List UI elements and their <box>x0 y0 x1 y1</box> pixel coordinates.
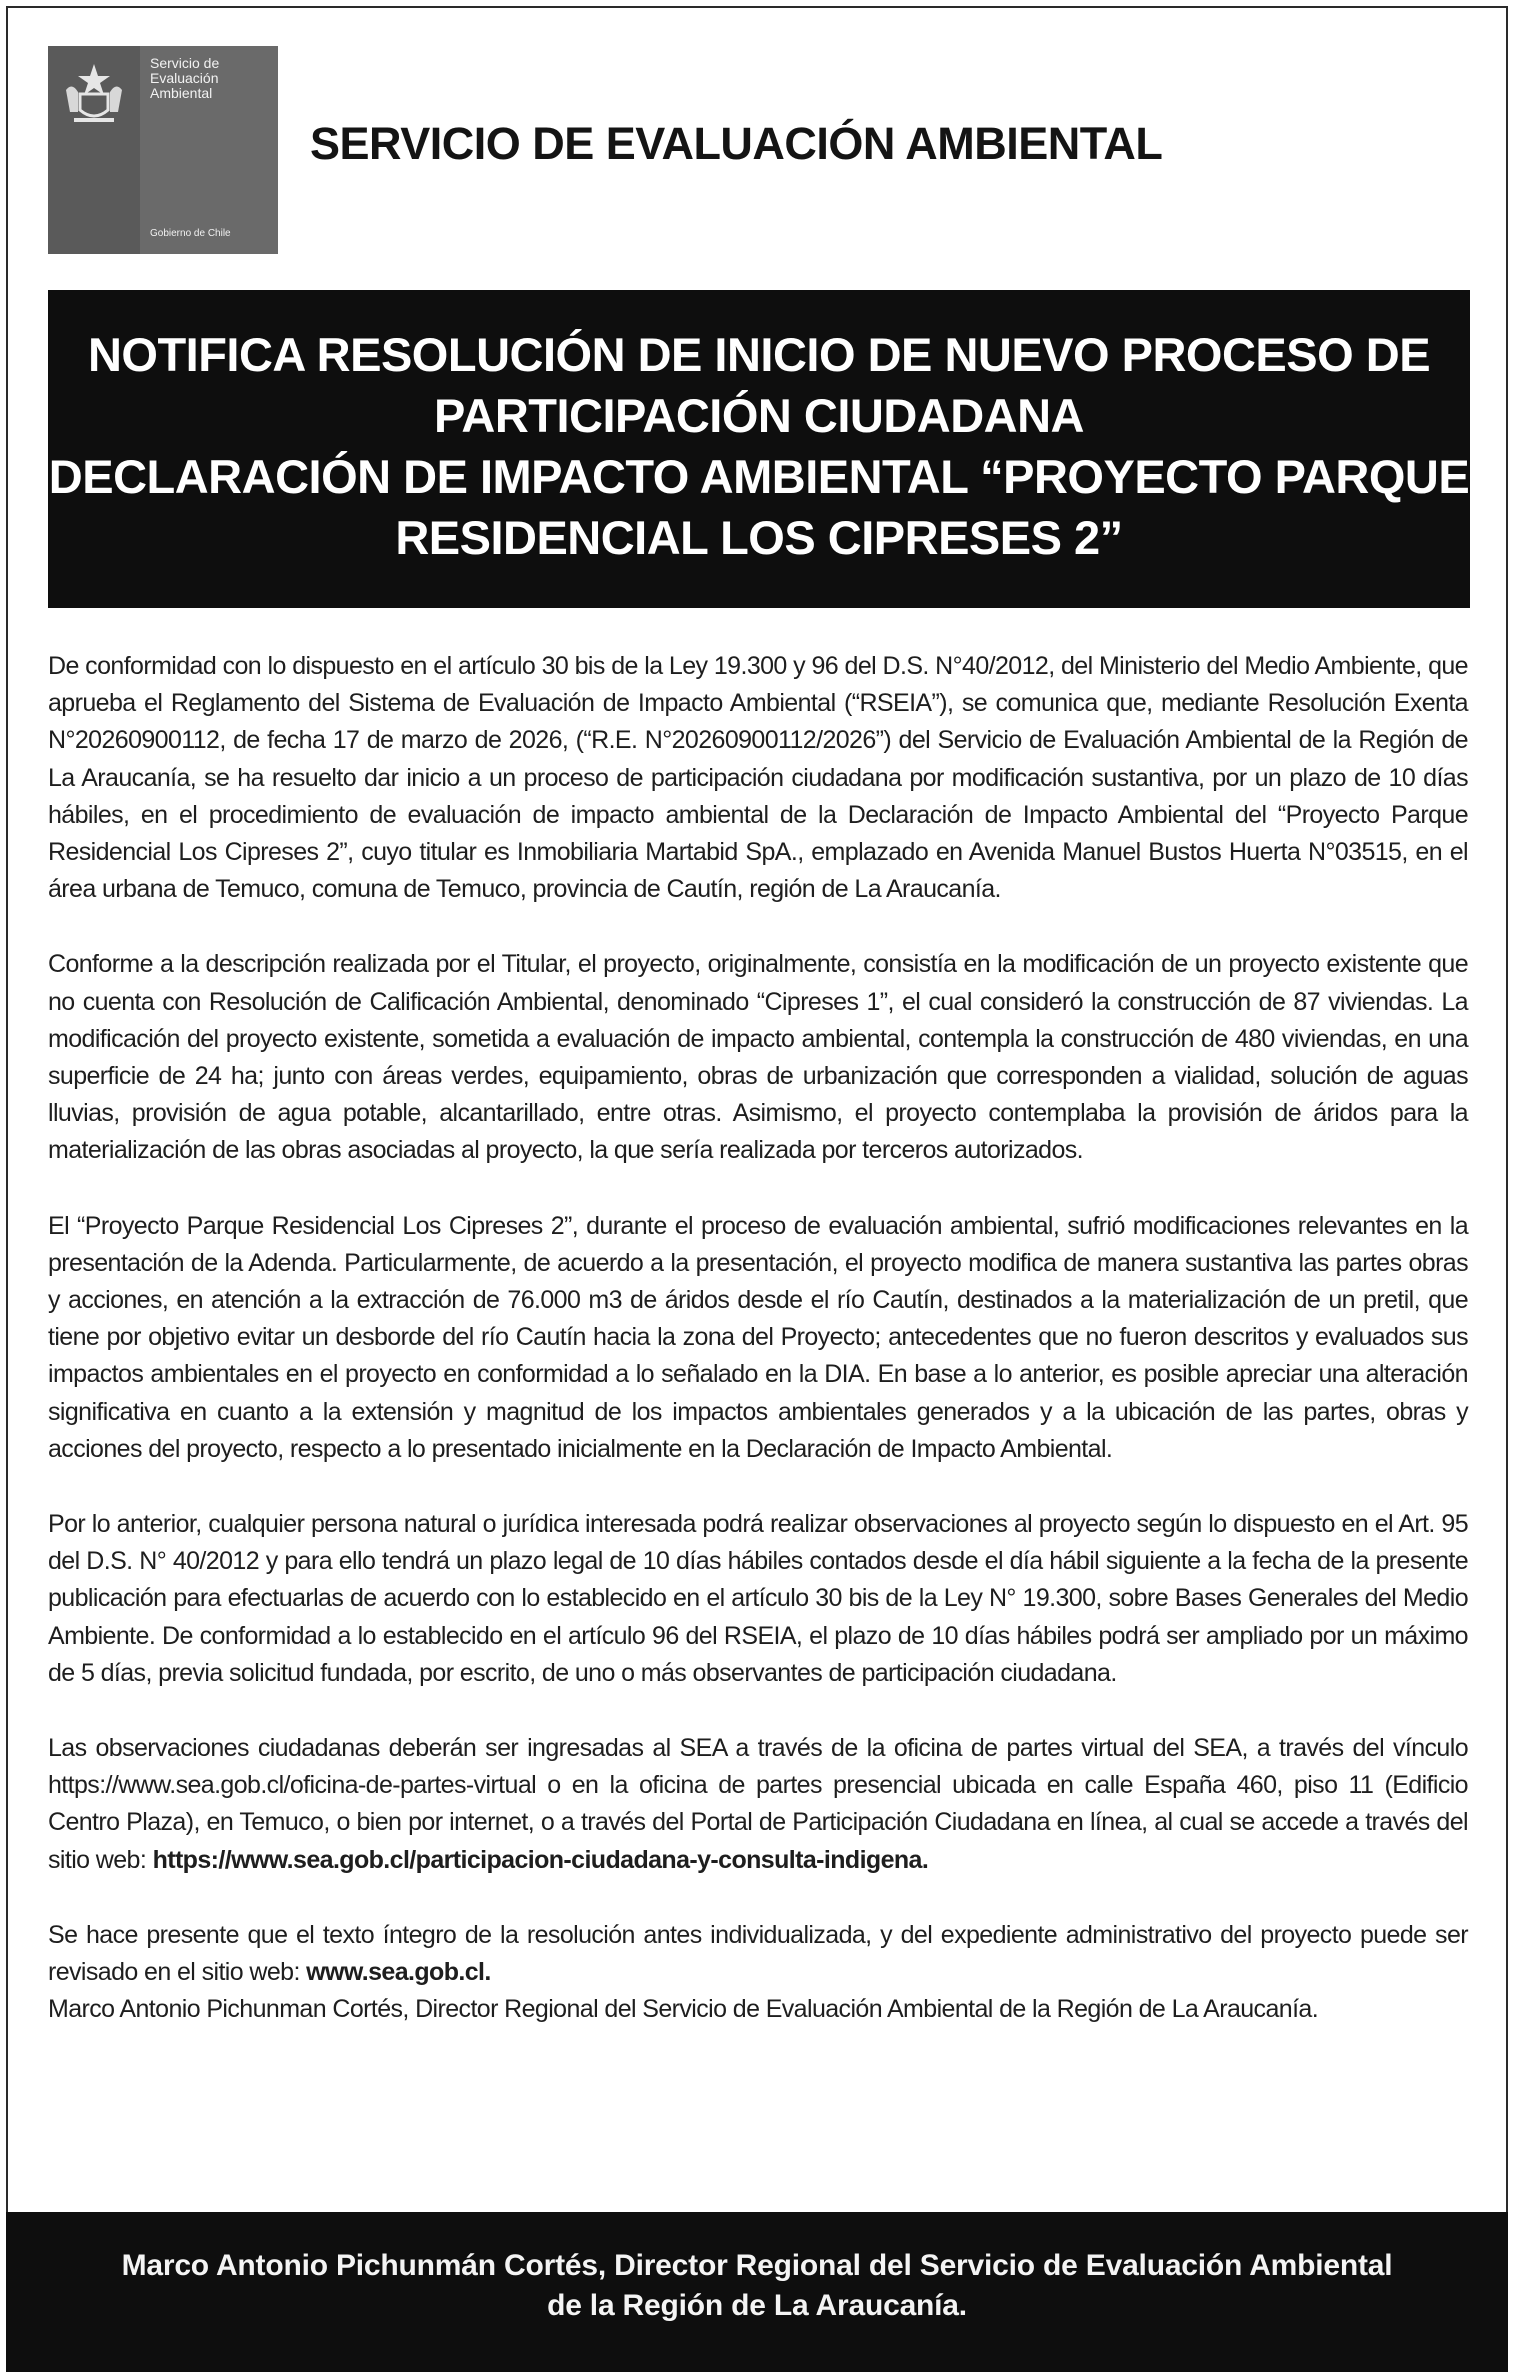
sea-website-link[interactable]: www.sea.gob.cl. <box>306 1958 491 1987</box>
paragraph-full-text <box>48 1917 1468 2029</box>
title-line-3: DECLARACIÓN DE IMPACTO AMBIENTAL “PROYECTO PARQUE <box>48 450 1470 503</box>
signature-footer <box>6 2212 1508 2372</box>
sea-logo <box>48 46 278 254</box>
logo-line-3: Ambiental <box>150 85 213 101</box>
title-line-4: RESIDENCIAL LOS CIPRESES 2” <box>395 511 1123 564</box>
notice-title-box <box>48 290 1470 608</box>
title-line-1: NOTIFICA RESOLUCIÓN DE INICIO DE NUEVO PROCESO DE <box>87 328 1431 381</box>
title-line-2: PARTICIPACIÓN CIUDADANA <box>434 389 1084 442</box>
logo-wordmark <box>150 56 272 101</box>
agency-name: SERVICIO DE EVALUACIÓN AMBIENTAL <box>310 118 1163 169</box>
logo-line-2: Evaluación <box>150 70 219 86</box>
paragraph-modifications: El “Proyecto Parque Residencial Los Cipreses 2”, durante el proceso de evaluación ambiental, sufrió modificaciones relevantes en la presentación de la Adenda. Particularmente, de acuerdo a la presentación, el proyecto modifica de manera sustantiva las partes obras y acciones, en atención a la extracción de 76.000 m3 de áridos desde el río Cautín, destinados a la materialización de un pretil, que tiene por objetivo evitar un desborde del río Cautín hacia la zona del Proyecto; antecedentes que no fueron descritos y evaluados sus impactos ambientales en el proyecto en conformidad a lo señalado en la DIA. En base a lo anterior, es posible apreciar una alteración significativa en cuanto a la extensión y magnitud de los impactos ambientales generados y a la ubicación de las partes, obras y acciones del proyecto, respecto a lo presentado inicialmente en la Declaración de Impacto Ambiental. <box>48 1211 1468 1463</box>
footer-line-2: de la Región de La Araucanía. <box>547 2289 967 2322</box>
paragraph-observation-period: Por lo anterior, cualquier persona natural o jurídica interesada podrá realizar observaciones al proyecto según lo dispuesto en el Art. 95 del D.S. N° 40/2012 y para ello tendrá un plazo legal de 10 días hábiles contados desde el día hábil siguiente a la fecha de la presente publicación para efectuarlas de acuerdo con lo establecido en el artículo 30 bis de la Ley N° 19.300, sobre Bases Generales del Medio Ambiente. De conformidad a lo establecido en el artículo 96 del RSEIA, el plazo de 10 días hábiles podrá ser ampliado por un máximo de 5 días, previa solicitud fundada, por escrito, de uno o más observantes de participación ciudadana. <box>48 1510 1468 1687</box>
chile-coat-of-arms-icon <box>58 60 130 132</box>
submission-text: Las observaciones ciudadanas deberán ser ingresadas al SEA a través de la oficina de partes virtual del SEA, a través del vínculo https://www.sea.gob.cl/oficina-de-partes-virtual o en la oficina de partes presencial ubicada en calle España 460, piso 11 (Edificio Centro Plaza), en Temuco, o bien por internet, o a través del Portal de Participación Ciudadana en línea, al cual se accede a través del sitio web: <box>48 1734 1468 1874</box>
paragraph-submission-channels <box>48 1730 1468 1879</box>
notice-body <box>48 648 1468 2029</box>
paragraph-project-description: Conforme a la descripción realizada por el Titular, el proyecto, originalmente, consistía en la modificación de un proyecto existente que no cuenta con Resolución de Calificación Ambiental, denominado “Cipreses 1”, el cual consideró la construcción de 87 viviendas. La modificación del proyecto existente, sometida a evaluación de impacto ambiental, contempla la construcción de 480 viviendas, en una superficie de 24 ha; junto con áreas verdes, equipamiento, obras de urbanización que corresponden a vialidad, solución de aguas lluvias, provisión de agua potable, alcantarillado, entre otras. Asimismo, el proyecto contemplaba la provisión de áridos para la materialización de las obras asociadas al proyecto, la que sería realizada por terceros autorizados. <box>48 950 1468 1165</box>
paragraph-legal-basis: De conformidad con lo dispuesto en el artículo 30 bis de la Ley 19.300 y 96 del D.S. N°40/2012, del Ministerio del Medio Ambiente, que aprueba el Reglamento del Sistema de Evaluación de Impacto Ambiental (“RSEIA”), se comunica que, mediante Resolución Exenta N°20260900112, de fecha 17 de marzo de 2026, (“R.E. N°20260900112/2026”) del Servicio de Evaluación Ambiental de la Región de La Araucanía, se ha resuelto dar inicio a un proceso de participación ciudadana por modificación sustantiva, por un plazo de 10 días hábiles, en el procedimiento de evaluación de impacto ambiental de la Declaración de Impacto Ambiental del “Proyecto Parque Residencial Los Cipreses 2”, cuyo titular es Inmobiliaria Martabid SpA., emplazado en Avenida Manuel Bustos Huerta N°03515, en el área urbana de Temuco, comuna de Temuco, provincia de Cautín, región de La Araucanía. <box>48 652 1468 904</box>
logo-government: Gobierno de Chile <box>150 228 231 239</box>
footer-line-1: Marco Antonio Pichunmán Cortés, Director Regional del Servicio de Evaluación Ambiental <box>121 2249 1393 2282</box>
logo-crest-panel <box>48 46 140 254</box>
participation-portal-link[interactable]: https://www.sea.gob.cl/participacion-ciudadana-y-consulta-indigena. <box>152 1845 929 1874</box>
full-text-notice: Se hace presente que el texto íntegro de la resolución antes individualizada, y del expediente administrativo del proyecto puede ser revisado en el sitio web: <box>48 1920 1468 1987</box>
logo-line-1: Servicio de <box>150 55 220 71</box>
signatory-line: Marco Antonio Pichunman Cortés, Director Regional del Servicio de Evaluación Ambiental de la Región de La Araucanía. <box>48 1995 1319 2024</box>
